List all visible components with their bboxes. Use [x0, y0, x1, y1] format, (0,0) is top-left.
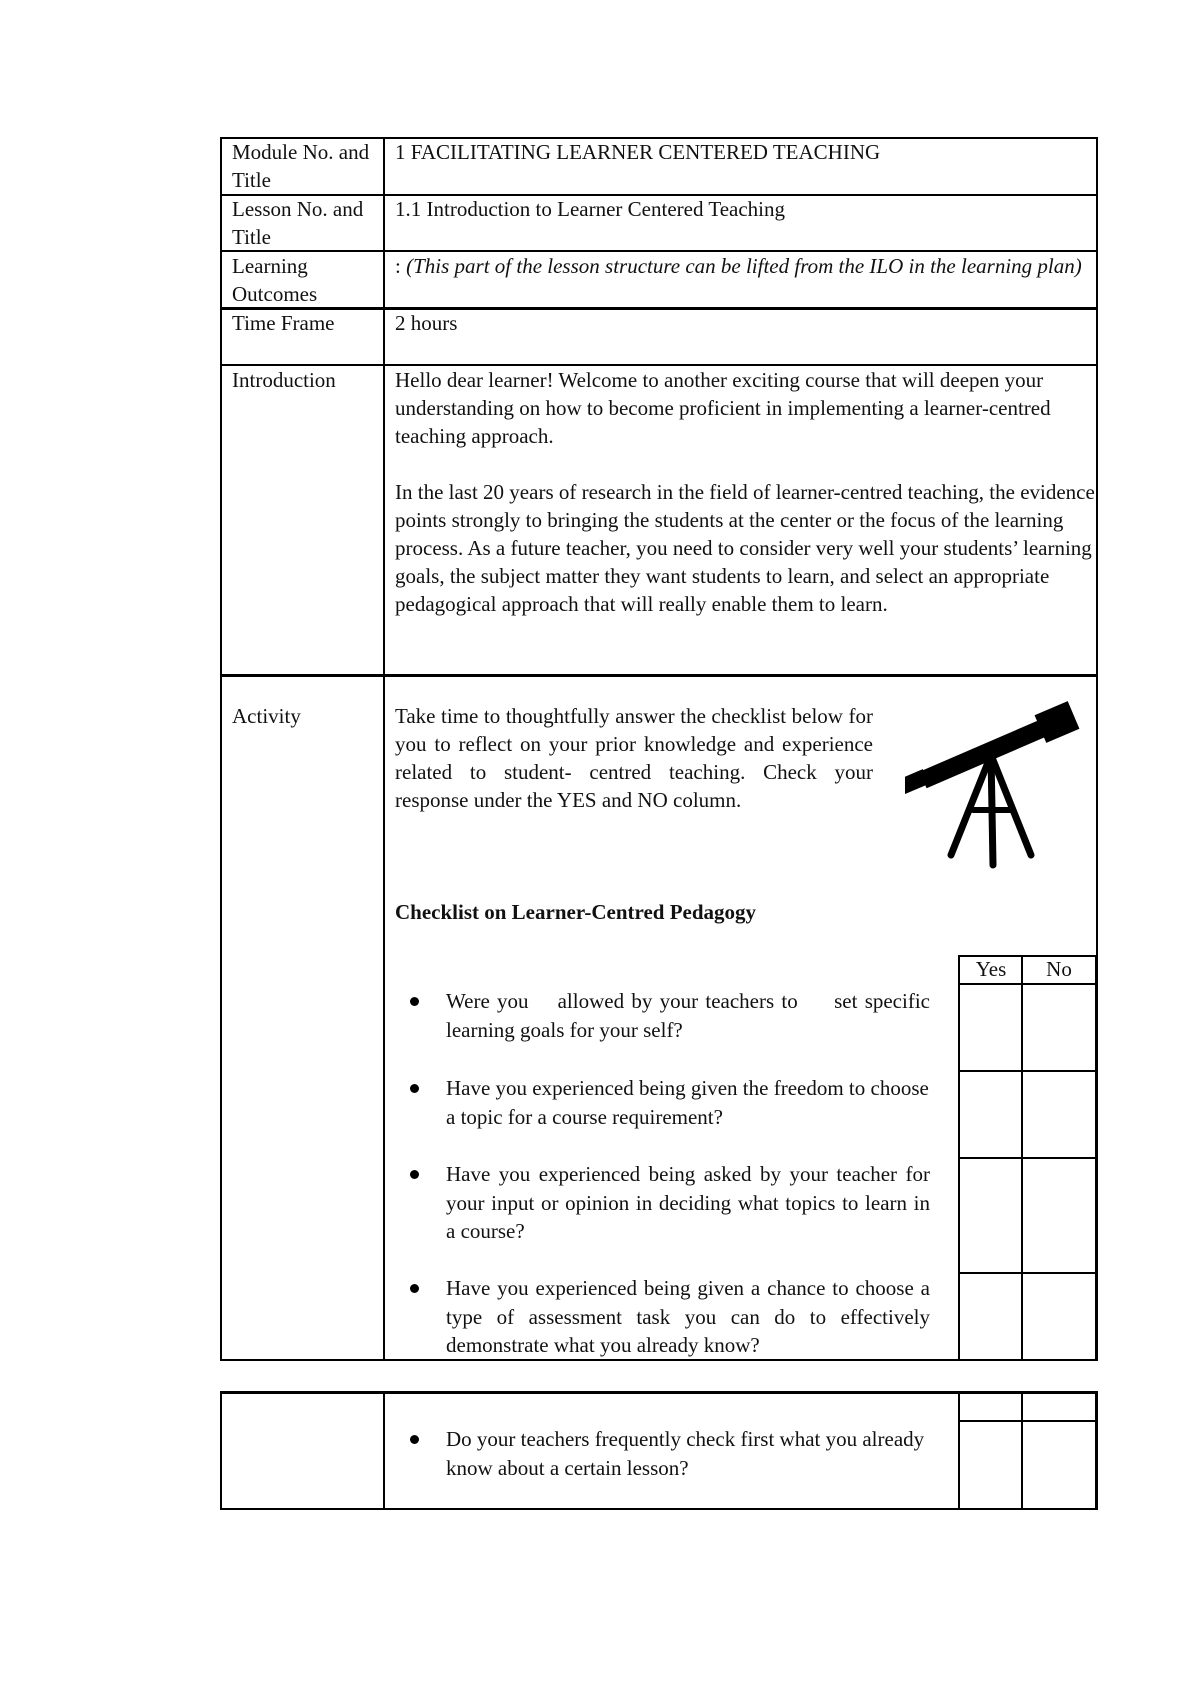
time-label: Time Frame [232, 311, 335, 335]
checklist-item-3: Have you experienced being asked by your teacher for your input or opinion in deciding what topics to learn in a course? [410, 1160, 930, 1246]
checklist-title: Checklist on Learner-Centred Pedagogy [395, 900, 757, 924]
checklist-no-cell-2[interactable] [1023, 1072, 1095, 1157]
checklist-item-1: Were you allowed by your teachers to set specific learning goals for your self? [410, 987, 930, 1044]
bullet-icon [410, 997, 419, 1006]
checklist-yes-cell-5[interactable] [960, 1422, 1021, 1508]
bullet-icon [410, 1170, 419, 1179]
telescope-icon [905, 700, 1085, 875]
activity-label: Activity [232, 704, 301, 728]
bullet-icon [410, 1284, 419, 1293]
checklist-no-cell-3[interactable] [1023, 1159, 1095, 1272]
checklist-yes-cell-1[interactable] [960, 985, 1021, 1070]
time-value: 2 hours [395, 311, 458, 335]
checklist-no-cell-4[interactable] [1023, 1274, 1095, 1359]
checklist-yes-cell-2[interactable] [960, 1072, 1021, 1157]
activity-instructions: Take time to thoughtfully answer the checklist below for you to reflect on your prior knowledge and experience related to student- centred teaching. Check your response under the YES and NO column. [395, 704, 873, 812]
checklist-yes-cell-4[interactable] [960, 1274, 1021, 1359]
module-title: 1 FACILITATING LEARNER CENTERED TEACHING [395, 140, 881, 164]
checklist-no-cell-1[interactable] [1023, 985, 1095, 1070]
checklist-item-2: Have you experienced being given the freedom to choose a topic for a course requirement? [410, 1074, 930, 1131]
bullet-icon [410, 1084, 419, 1093]
introduction-paragraph-1: Hello dear learner! Welcome to another exciting course that will deepen your understanding on how to become proficient in implementing a learner-centred teaching approach. [395, 368, 1051, 448]
module-label: Module No. and Title [232, 140, 370, 192]
introduction-label: Introduction [232, 368, 336, 392]
introduction-paragraph-2: In the last 20 years of research in the field of learner-centred teaching, the evidence points strongly to bringing the students at the center or the focus of the learning process. As a future teacher, you need to consider very well your students’ learning goals, the subject matter they want students to learn, and select an appropriate pedagogical approach that will really enable them to learn. [395, 480, 1095, 616]
checklist-no-cell-5[interactable] [1023, 1422, 1095, 1508]
lesson-label: Lesson No. and Title [232, 197, 364, 249]
checklist-yes-cell-3[interactable] [960, 1159, 1021, 1272]
column-header-yes: Yes [975, 957, 1007, 981]
outcomes-text: : (This part of the lesson structure can be lifted from the ILO in the learning plan) [395, 254, 1082, 278]
bullet-icon [410, 1435, 419, 1444]
checklist-item-4: Have you experienced being given a chance to choose a type of assessment task you can do to effectively demonstrate what you already know? [410, 1274, 930, 1360]
checklist-item-5: Do your teachers frequently check first what you already know about a certain lesson? [410, 1425, 930, 1482]
column-header-no: No [1046, 957, 1072, 981]
outcomes-label: Learning Outcomes [232, 254, 318, 306]
lesson-title: 1.1 Introduction to Learner Centered Teaching [395, 197, 785, 221]
